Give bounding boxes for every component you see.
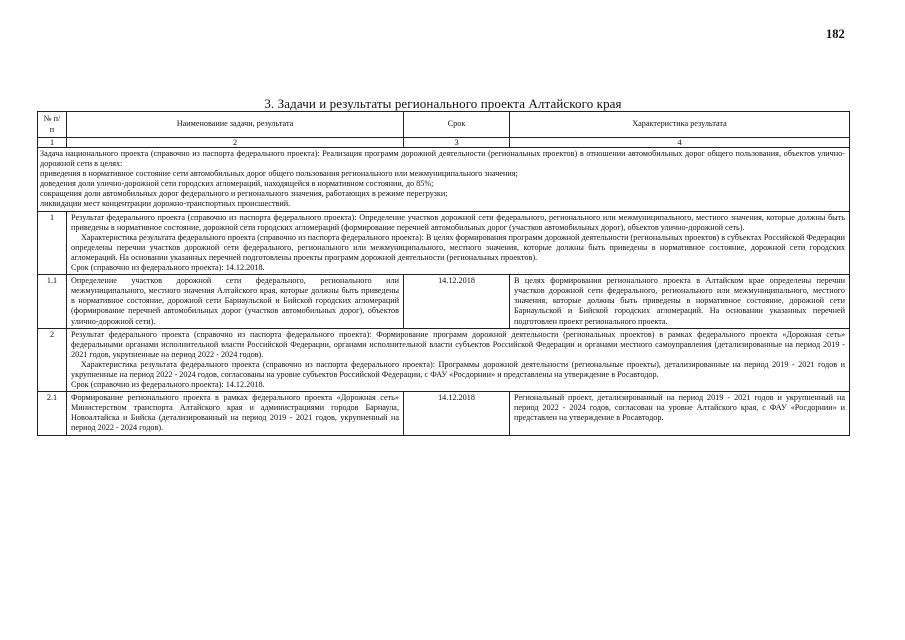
term-cell: 14.12.2018 — [404, 275, 510, 328]
term-cell: 14.12.2018 — [404, 392, 510, 435]
page-number: 182 — [826, 27, 845, 41]
task-text: ликвидации мест концентрации дорожно-транспортных происшествий. — [40, 199, 291, 209]
characteristic-text: Региональный проект, детализированный на период 2019 - 2021 годов и укрупненный на период 2022 - 2024 годов, согласован на уровне Алтайского края, с ФАУ «Росдорнии» и представлен на утверждение в Росавтодор. — [514, 393, 845, 423]
result-name: Формирование регионального проекта в рамках федерального проекта «Дорожная сеть» Министерством транспорта Алтайского края и администрациями городов Барнаула, Новоалтайска и Бийска (детализированный на период 2019 - 2021 годов, укрупненный на период 2022 - 2024 годов). — [71, 393, 399, 433]
column-number: 2 — [67, 138, 404, 148]
table-row — [38, 275, 850, 328]
task-text: приведения в нормативное состояние сети автомобильных дорог общего пользования регионального или межмуниципального значения; — [40, 169, 518, 179]
characteristic-text: Характеристика результата федерального проекта (справочно из паспорта федерального проекта): Программы дорожной деятельности (региональные проекты), детализированные на период 2019 - 2021 годов и укрупненные на период 2022 - 2024 годов, согласованы на уровне субъектов Российской Федерации, с ФАУ «Росдорнии» и представлены на утверждение в Росавтодор. — [71, 359, 845, 379]
tasks-table — [37, 111, 850, 436]
task-text: сокращения доли автомобильных дорог федерального и регионального значения, работающих в режиме перегрузки; — [40, 189, 448, 199]
federal-result-cell — [67, 211, 850, 275]
task-text: доведения доли улично-дорожной сети городских агломераций, находящейся в нормативном состоянии, до 85%; — [40, 179, 434, 189]
task-cell — [38, 148, 850, 212]
document-title: 3. Задачи и результаты регионального проекта Алтайского края — [264, 96, 622, 111]
result-text: Результат федерального проекта (справочно из паспорта федерального проекта): Определение участков дорожной сети федерального, регионального или межмуниципального, местного значения, которые должны быть приведены в нормативное состояние, дорожной сети городских агломераций (формирование перечней автомобильных дорог (участков автомобильных дорог), объектов улично-дорожной сеть). — [71, 212, 845, 232]
characteristic-cell — [510, 392, 850, 435]
row-number: 1.1 — [38, 275, 67, 328]
table-row — [38, 328, 850, 392]
table-row — [38, 392, 850, 435]
result-name: Определение участков дорожной сети федерального, регионального или межмуниципального, местного значения Алтайского края, которые должны быть приведены в нормативное состояние, дорожной сети Барнаульской и Бийской городских агломераций (формирование перечней автомобильных дорог (участков автомобильных дорог), объектов улично-дорожной сети). — [71, 276, 399, 326]
column-number: 3 — [404, 138, 510, 148]
header-characteristic: Характеристика результата — [510, 112, 850, 138]
task-row — [38, 148, 850, 212]
header-num: № п/п — [38, 112, 67, 138]
column-numbers-row — [38, 138, 850, 148]
table-row — [38, 211, 850, 275]
column-number: 4 — [510, 138, 850, 148]
federal-result-cell — [67, 328, 850, 392]
header-name: Наименование задачи, результата — [67, 112, 404, 138]
header-term: Срок — [404, 112, 510, 138]
row-number: 2 — [38, 328, 67, 392]
characteristic-cell — [510, 275, 850, 328]
result-name-cell — [67, 275, 404, 328]
table-header-row — [38, 112, 850, 138]
result-text: Результат федерального проекта (справочно из паспорта федерального проекта): Формирование программ дорожной деятельности (региональных проектов) в рамках федерального проекта «Дорожная сеть» федеральными органами исполнительной власти Российской Федерации, органами исполнительной власти субъектов Российской Федерации и органами местного самоуправления (детализированные на период 2019 - 2021 годов, укрупненные на период 2022 - 2024 годов). — [71, 329, 845, 359]
result-name-cell — [67, 392, 404, 435]
row-number: 2.1 — [38, 392, 67, 435]
term-text: Срок (справочно из федерального проекта): 14.12.2018. — [71, 263, 265, 273]
characteristic-text: Характеристика результата федерального проекта (справочно из паспорта федерального проекта): В целях формирования программ дорожной деятельности (региональных проектов) в субъектах Российской Федерации определены перечни участков дорожной сети федерального, регионального или межмуниципального, местного значения, которые должны быть приведены в нормативное состояние, дорожной сети городских агломераций. На основании указанных перечней подготовлены проекты программ дорожной деятельности (региональных проектов). — [71, 232, 845, 262]
row-number: 1 — [38, 211, 67, 275]
term-text: Срок (справочно из федерального проекта): 14.12.2018. — [71, 380, 265, 390]
column-number: 1 — [38, 138, 67, 148]
characteristic-text: В целях формирования регионального проекта в Алтайском крае определены перечни участков дорожной сети федерального, регионального или межмуниципального, местного значения, которые должны быть приведены в нормативное состояние, дорожной сети Барнаульской и Бийской городских агломераций. На основании указанных перечней подготовлен проект регионального проекта. — [514, 276, 845, 326]
task-text: Задача национального проекта (справочно из паспорта федерального проекта): Реализация программ дорожной деятельности (региональных проектов) в отношении автомобильных дорог общего пользования, объектов улично-дорожной сети в целях: — [40, 149, 845, 169]
